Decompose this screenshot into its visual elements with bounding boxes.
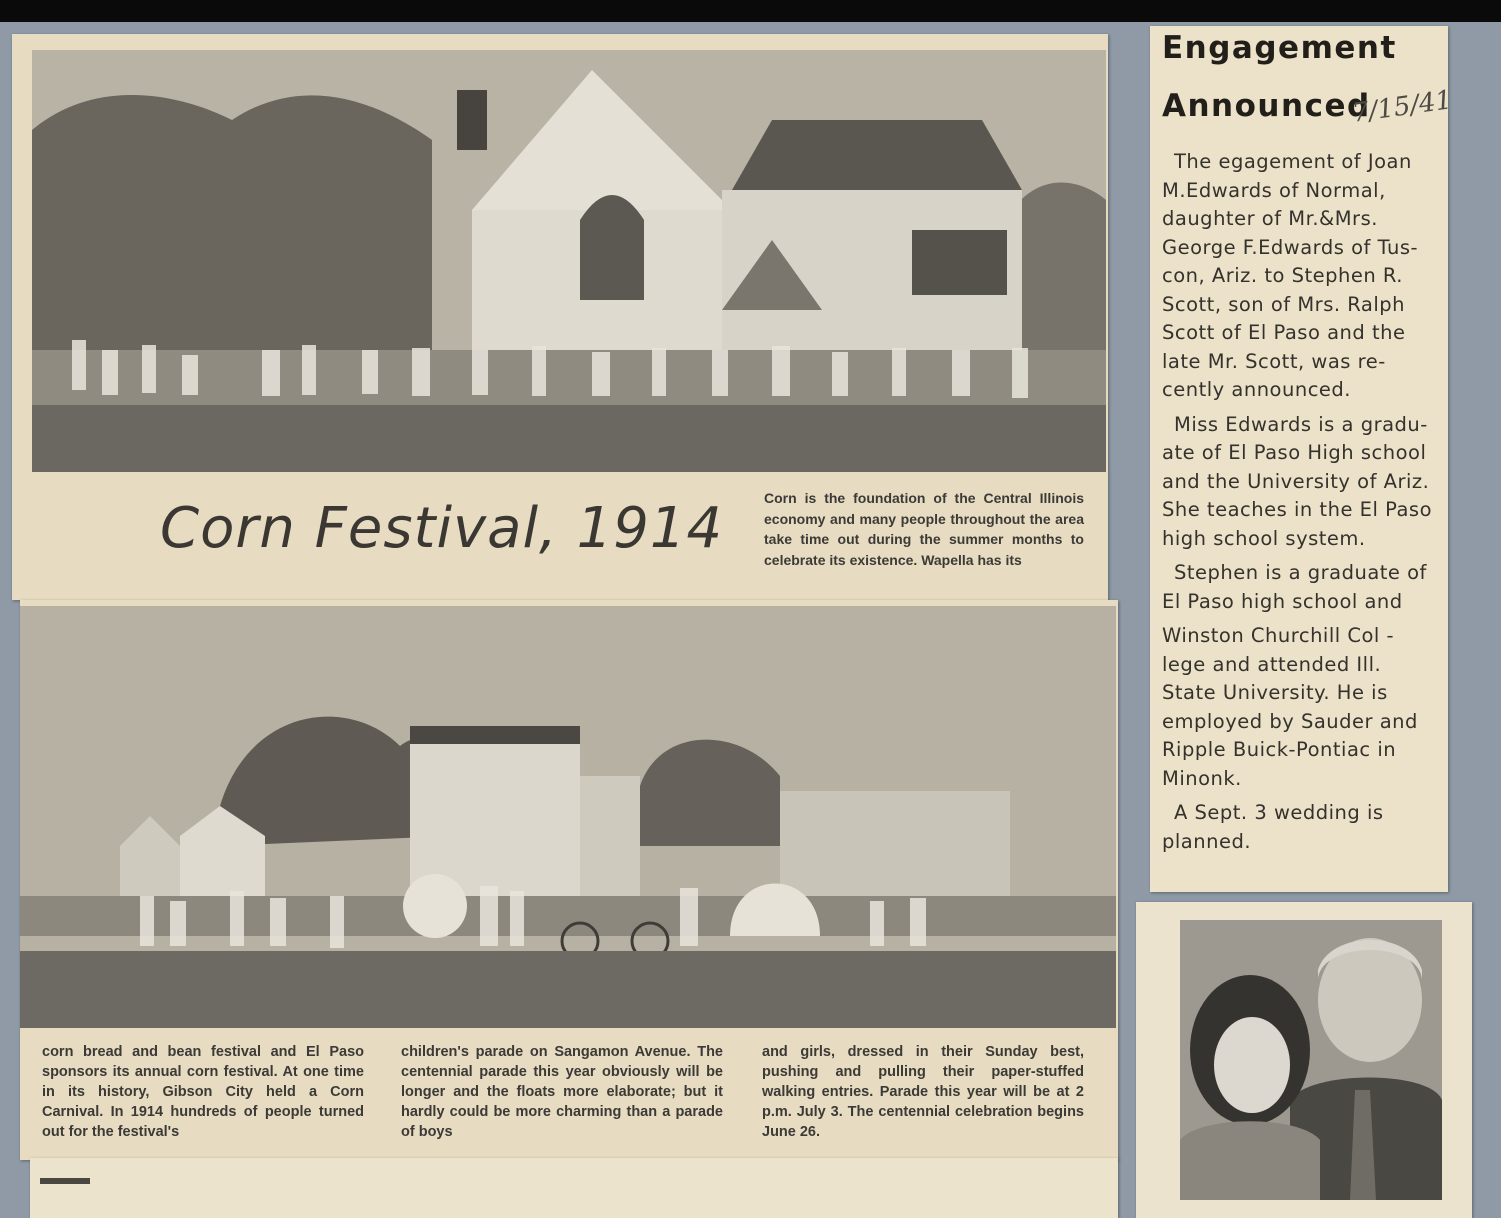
parade-photo (20, 606, 1116, 1028)
engagement-paragraph: Miss Edwards is a gradu- ate of El Paso High school and the University of Ariz. She teaches in the El Paso high school system. (1162, 412, 1432, 550)
portrait-clipping (1136, 902, 1472, 1218)
festival-caption-intro: Corn is the foundation of the Central Illinois economy and many people throughout the area take time out during the summer months to celebrate its existence. Wapella has its (764, 490, 1084, 568)
engagement-title-line-1: Engagement (1162, 30, 1397, 66)
engagement-paragraph: The egagement of Joan M.Edwards of Normal, daughter of Mr.&Mrs. George F.Edwards of Tus- con, Ariz. to Stephen R. Scott, son of Mrs. Ralph Scott of El Paso and the late Mr. Scott, was re- cently announced. (1162, 150, 1419, 401)
festival-clipping-top (12, 34, 1108, 600)
church-photo (32, 50, 1106, 472)
festival-clipping-bottom (20, 600, 1118, 1160)
festival-caption-col-2: children's parade on Sangamon Avenue. The centennial parade this year obviously will be longer and the floats more elaborate; but it hardly could be more charming than a parade of boys (401, 1044, 723, 1140)
church-photo-drawing (32, 50, 1106, 472)
festival-caption-col-3: and girls, dressed in their Sunday best, pushing and pulling their paper-stuffed walking entries. Parade this year will be at 2 p.m. July 3. The centennial celebration begins June 26. (762, 1044, 1084, 1140)
couple-portrait-drawing (1180, 920, 1442, 1200)
festival-caption-col-1: corn bread and bean festival and El Paso sponsors its annual corn festival. At one time in its history, Gibson City held a Corn Carnival. In 1914 hundreds of people turned out for the festival's (42, 1044, 364, 1140)
engagement-paragraph: A Sept. 3 wedding is planned. (1162, 801, 1384, 853)
partial-clipping-mark (40, 1178, 90, 1184)
couple-portrait-photo (1180, 920, 1442, 1200)
engagement-paragraph: Stephen is a graduate of El Paso high school and (1162, 561, 1427, 613)
engagement-paragraph: Winston Churchill Col - lege and attended Ill. State University. He is employed by Sauder and Ripple Buick-Pontiac in Minonk. (1162, 624, 1418, 790)
headline: Corn Festival, 1914 (160, 496, 724, 561)
engagement-title-line-2: Announced (1162, 88, 1371, 124)
handwritten-date: 7/15/41 (1350, 85, 1454, 129)
engagement-body (1162, 148, 1446, 862)
scan-top-edge (0, 0, 1501, 22)
parade-photo-drawing (20, 606, 1116, 1028)
partial-clipping-bottom (30, 1158, 1118, 1218)
engagement-clipping (1150, 26, 1454, 892)
